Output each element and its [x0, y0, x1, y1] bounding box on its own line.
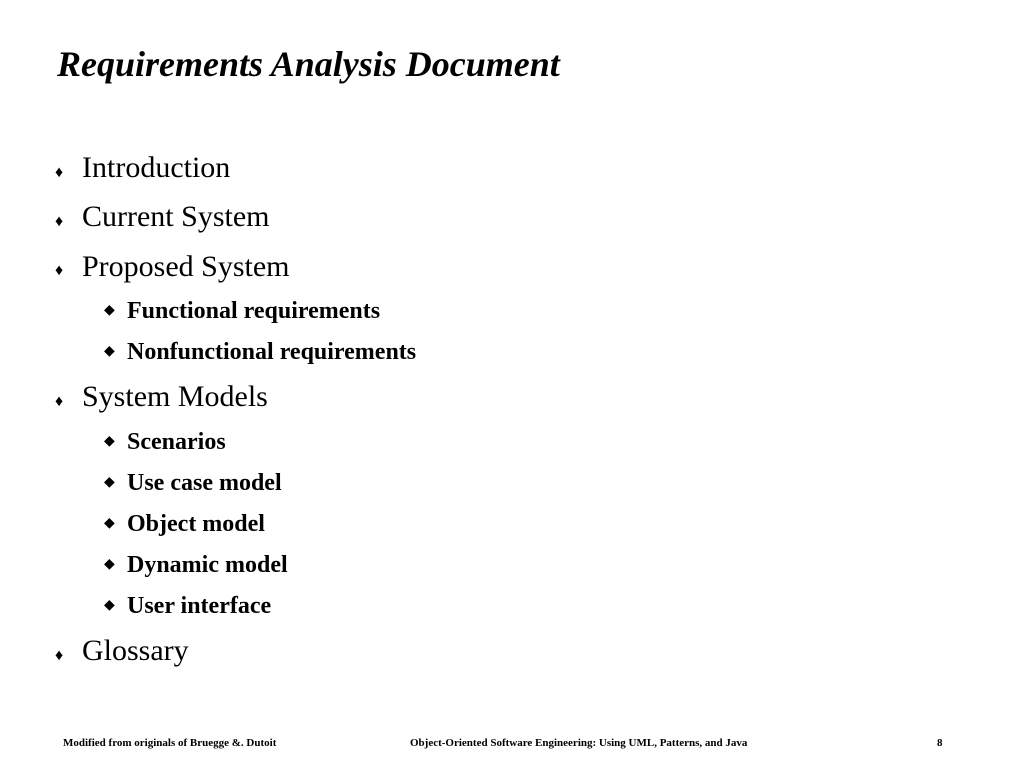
diamond-bullet-icon: ♦ [55, 164, 64, 181]
outline-subitem-use-case-model: Use case model [127, 470, 282, 496]
outline-subitem-dynamic-model: Dynamic model [127, 552, 288, 578]
diamond-subbullet-icon: ◆ [104, 475, 115, 490]
slide-title: Requirements Analysis Document [57, 44, 560, 84]
diamond-subbullet-icon: ◆ [104, 344, 115, 359]
footer-book-title: Object-Oriented Software Engineering: Using UML, Patterns, and Java [410, 737, 748, 749]
outline-subitem-nonfunctional-requirements: Nonfunctional requirements [127, 339, 417, 365]
diamond-subbullet-icon: ◆ [104, 303, 115, 318]
diamond-bullet-icon: ♦ [55, 213, 64, 230]
diamond-subbullet-icon: ◆ [104, 598, 115, 613]
diamond-subbullet-icon: ◆ [104, 516, 115, 531]
diamond-bullet-icon: ♦ [55, 393, 64, 410]
outline-subitem-object-model: Object model [127, 511, 265, 537]
outline-subitem-scenarios: Scenarios [127, 429, 226, 455]
outline-subitem-functional-requirements: Functional requirements [127, 298, 381, 324]
outline-item-proposed-system: Proposed System [82, 250, 290, 283]
diamond-subbullet-icon: ◆ [104, 434, 115, 449]
outline-item-introduction: Introduction [82, 151, 231, 184]
diamond-bullet-icon: ♦ [55, 262, 64, 279]
footer-attribution: Modified from originals of Bruegge &. Dutoit [63, 737, 277, 749]
diamond-bullet-icon: ♦ [55, 647, 64, 664]
outline-item-glossary: Glossary [82, 634, 189, 667]
outline-item-system-models: System Models [82, 380, 268, 413]
outline-subitem-user-interface: User interface [127, 593, 272, 619]
diamond-subbullet-icon: ◆ [104, 557, 115, 572]
footer-page-number: 8 [937, 737, 943, 749]
outline-item-current-system: Current System [82, 200, 270, 233]
